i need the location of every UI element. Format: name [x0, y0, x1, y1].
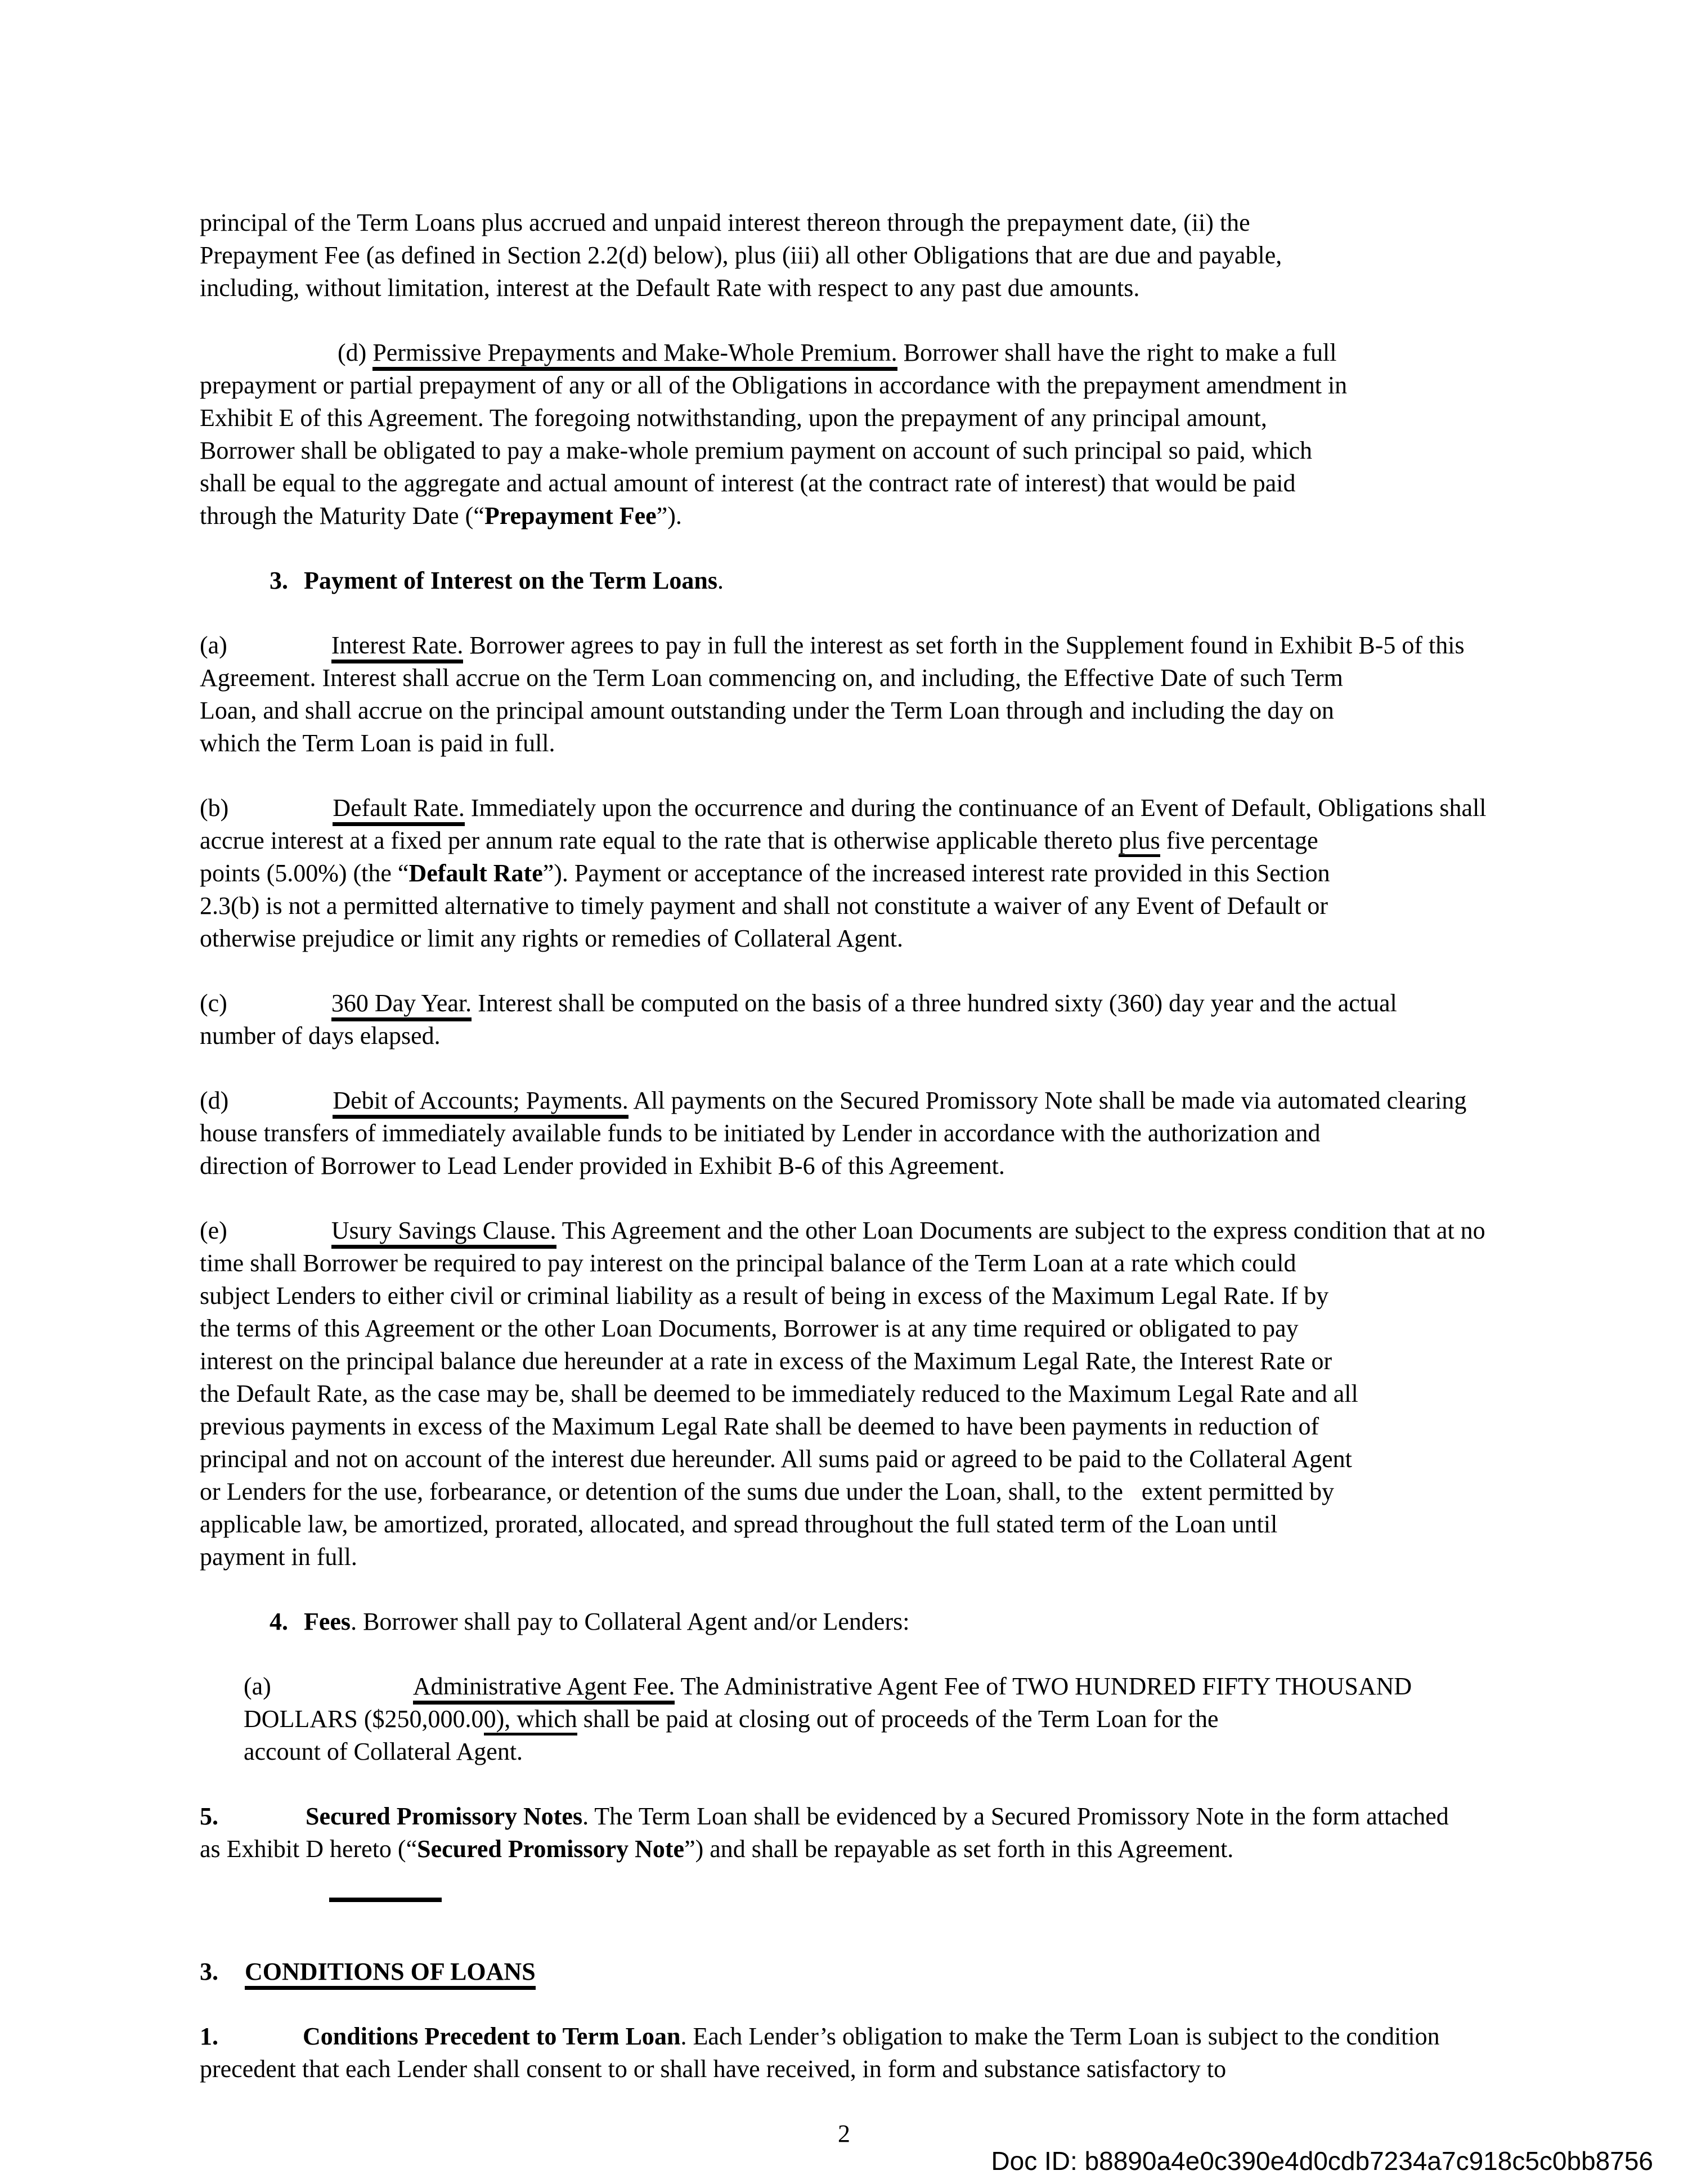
heading-payment-of-interest	[200, 564, 1640, 597]
para-interest-rate	[200, 629, 1640, 760]
para-administrative-agent-fee	[244, 1670, 1640, 1768]
text-line: time shall Borrower be required to pay interest on the principal balance of the Term Loan at a rate which could	[200, 1249, 1296, 1277]
text-line: or Lenders for the use, forbearance, or detention of the sums due under the Loan, shall, to the extent permitted by	[200, 1478, 1335, 1505]
text-line: applicable law, be amortized, prorated, allocated, and spread throughout the full stated term of the Loan until	[200, 1510, 1278, 1538]
text-line: direction of Borrower to Lead Lender provided in Exhibit B-6 of this Agreement.	[200, 1152, 1005, 1180]
text-line: through the Maturity Date (“Prepayment Fee”).	[200, 502, 682, 530]
text-line: (a) Interest Rate. Borrower agrees to pay in full the interest as set forth in the Supplement found in Exhibit B-5 of this	[200, 629, 1640, 662]
para-usury-savings-clause	[200, 1214, 1640, 1573]
text-line: the terms of this Agreement or the other Loan Documents, Borrower is at any time required or obligated to pay	[200, 1315, 1299, 1342]
text-line: Loan, and shall accrue on the principal amount outstanding under the Term Loan through and including the day on	[200, 697, 1334, 724]
text-line: principal of the Term Loans plus accrued and unpaid interest thereon through the prepayment date, (ii) the	[200, 209, 1250, 236]
para-permissive-prepayments	[200, 337, 1640, 532]
text-line: (d) Permissive Prepayments and Make-Whole Premium. Borrower shall have the right to make a full	[200, 337, 1640, 369]
text-line: which the Term Loan is paid in full.	[200, 729, 555, 757]
text-line: 2.3(b) is not a permitted alternative to timely payment and shall not constitute a waiver of any Event of Default or	[200, 892, 1328, 920]
heading-conditions-of-loans	[200, 1956, 1640, 1988]
text-line: subject Lenders to either civil or criminal liability as a result of being in excess of the Maximum Legal Rate. If by	[200, 1282, 1329, 1309]
text-line: 2	[838, 2120, 850, 2147]
text-line: previous payments in excess of the Maximum Legal Rate shall be deemed to have been payments in reduction of	[200, 1412, 1319, 1440]
text-line: 3. CONDITIONS OF LOANS	[200, 1956, 1640, 1988]
text-line: points (5.00%) (the “Default Rate”). Payment or acceptance of the increased interest rate provided in this Section	[200, 859, 1330, 887]
text-line: interest on the principal balance due hereunder at a rate in excess of the Maximum Legal Rate, the Interest Rate or	[200, 1347, 1332, 1375]
text-line: 3. Payment of Interest on the Term Loans.	[270, 567, 724, 594]
para-secured-promissory-notes	[200, 1800, 1640, 1865]
text-line: (d) Debit of Accounts; Payments. All payments on the Secured Promissory Note shall be made via automated clearing	[200, 1084, 1640, 1117]
rule-fragment	[329, 1898, 442, 1902]
text-line: (c) 360 Day Year. Interest shall be computed on the basis of a three hundred sixty (360) day year and the actual	[200, 987, 1640, 1020]
text-line: otherwise prejudice or limit any rights or remedies of Collateral Agent.	[200, 925, 903, 952]
text-line: Exhibit E of this Agreement. The foregoing notwithstanding, upon the prepayment of any principal amount,	[200, 404, 1267, 432]
text-line: (a) Administrative Agent Fee. The Administrative Agent Fee of TWO HUNDRED FIFTY THOUSAND	[244, 1670, 1640, 1703]
doc-id-footer: Doc ID: b8890a4e0c390e4d0cdb7234a7c918c5c0bb8756	[991, 2146, 1653, 2176]
text-line: (e) Usury Savings Clause. This Agreement and the other Loan Documents are subject to the express condition that at no	[200, 1214, 1640, 1247]
text-line: DOLLARS ($250,000.00), which shall be paid at closing out of proceeds of the Term Loan for the	[244, 1703, 1640, 1735]
text-line: 4. Fees. Borrower shall pay to Collateral Agent and/or Lenders:	[270, 1608, 910, 1635]
text-line: 1. Conditions Precedent to Term Loan. Each Lender’s obligation to make the Term Loan is subject to the condition	[200, 2022, 1440, 2050]
text-line: shall be equal to the aggregate and actual amount of interest (at the contract rate of interest) that would be paid	[200, 469, 1296, 497]
text-line: Prepayment Fee (as defined in Section 2.2(d) below), plus (iii) all other Obligations that are due and payable,	[200, 241, 1282, 269]
text-line: number of days elapsed.	[200, 1022, 441, 1050]
para-debit-of-accounts	[200, 1084, 1640, 1182]
text-line: principal and not on account of the interest due hereunder. All sums paid or agreed to be paid to the Collateral Agent	[200, 1445, 1352, 1473]
document-body	[200, 207, 1640, 2182]
text-line: accrue interest at a fixed per annum rate equal to the rate that is otherwise applicable thereto plus five percentage	[200, 824, 1640, 857]
para-conditions-precedent	[200, 2020, 1640, 2086]
text-line: Borrower shall be obligated to pay a make-whole premium payment on account of such principal so paid, which	[200, 437, 1312, 464]
text-line: as Exhibit D hereto (“Secured Promissory Note”) and shall be repayable as set forth in this Agreement.	[200, 1835, 1234, 1863]
text-line: account of Collateral Agent.	[244, 1738, 523, 1765]
text-line: house transfers of immediately available funds to be initiated by Lender in accordance with the authorization and	[200, 1119, 1321, 1147]
heading-fees	[200, 1606, 1640, 1638]
text-line: including, without limitation, interest at the Default Rate with respect to any past due amounts.	[200, 274, 1140, 302]
text-line: (b) Default Rate. Immediately upon the occurrence and during the continuance of an Event of Default, Obligations shall	[200, 792, 1640, 824]
text-line: 5. Secured Promissory Notes. The Term Loan shall be evidenced by a Secured Promissory Note in the form attached	[200, 1802, 1449, 1830]
para-prepayment-continuation	[200, 207, 1640, 304]
text-line: precedent that each Lender shall consent to or shall have received, in form and substance satisfactory to	[200, 2055, 1227, 2083]
para-default-rate	[200, 792, 1640, 955]
text-line: the Default Rate, as the case may be, shall be deemed to be immediately reduced to the Maximum Legal Rate and all	[200, 1380, 1358, 1407]
para-360-day-year	[200, 987, 1640, 1052]
text-line: payment in full.	[200, 1543, 357, 1571]
text-line: prepayment or partial prepayment of any or all of the Obligations in accordance with the prepayment amendment in	[200, 371, 1348, 399]
text-line: Agreement. Interest shall accrue on the Term Loan commencing on, and including, the Effective Date of such Term	[200, 664, 1343, 692]
